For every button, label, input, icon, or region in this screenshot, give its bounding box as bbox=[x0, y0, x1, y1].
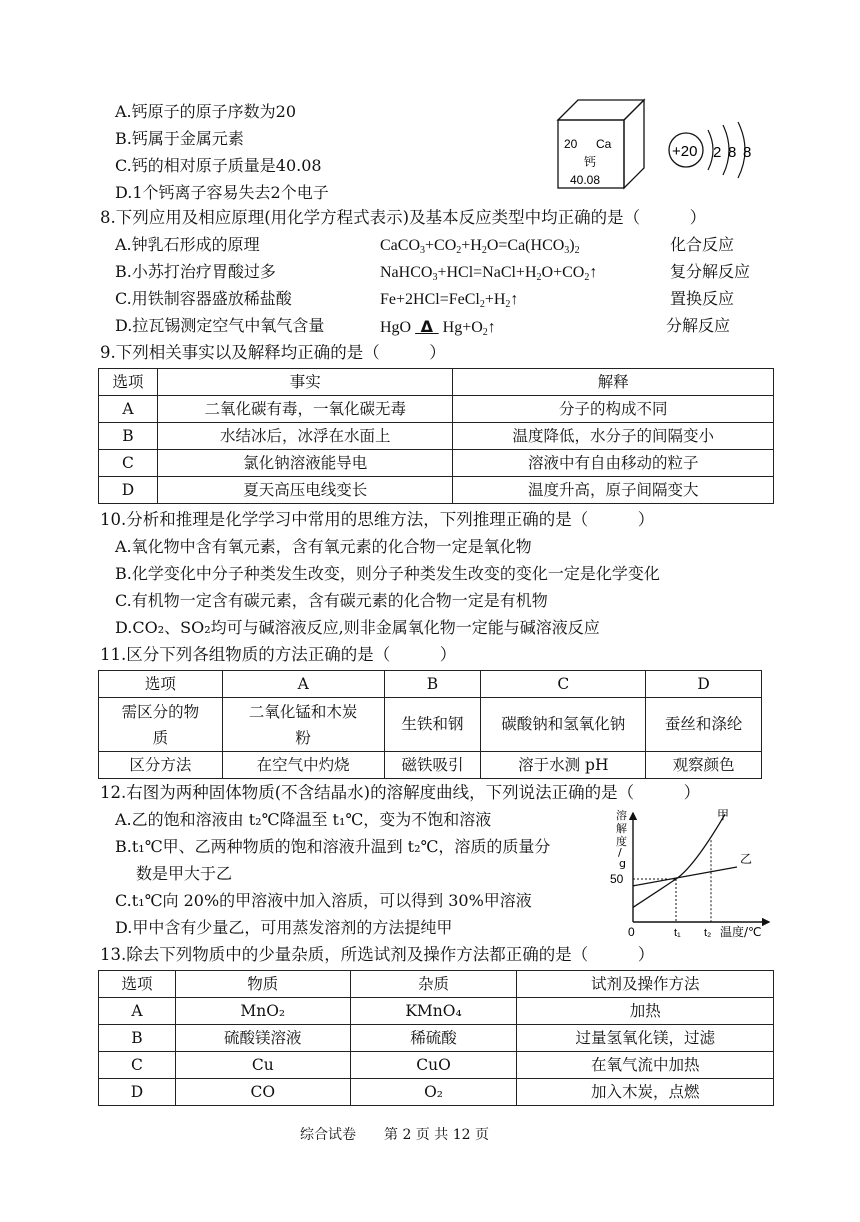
shell-3-count: 8 bbox=[743, 144, 752, 161]
table-cell: CO bbox=[175, 1079, 350, 1106]
table-header: 选项 bbox=[99, 971, 176, 998]
table-cell: C bbox=[99, 450, 158, 477]
element-card bbox=[556, 98, 646, 190]
table-cell: 在氧气流中加热 bbox=[517, 1052, 774, 1079]
q8-d-equation: HgO Δ $Hg+O_2↑$ bbox=[380, 317, 496, 338]
q8-b-label: B.小苏打治疗胃酸过多 bbox=[115, 262, 276, 281]
q7-option-b: B.钙属于金属元素 bbox=[115, 129, 244, 148]
table-cell: 温度升高，原子间隔变大 bbox=[453, 477, 774, 504]
table-cell: C bbox=[99, 1052, 176, 1079]
q12-option-c: C.t₁℃向 20%的甲溶液中加入溶质，可以得到 30%甲溶液 bbox=[115, 891, 532, 910]
element-symbol: Ca bbox=[596, 137, 612, 151]
table-cell: D bbox=[99, 1079, 176, 1106]
table-cell: 生铁和钢 bbox=[384, 698, 481, 752]
table-row bbox=[99, 1025, 774, 1052]
q8-a-label: A.钟乳石形成的原理 bbox=[115, 235, 260, 254]
table-header: 试剂及操作方法 bbox=[517, 971, 774, 998]
q11-stem: 11.区分下列各组物质的方法正确的是（ ） bbox=[100, 645, 457, 664]
table-row bbox=[99, 1052, 774, 1079]
q11-table bbox=[98, 670, 762, 779]
table-cell: KMnO₄ bbox=[350, 998, 517, 1025]
q10-option-c: C.有机物一定含有碳元素，含有碳元素的化合物一定是有机物 bbox=[115, 591, 548, 610]
series-label-yi: 乙 bbox=[740, 852, 753, 866]
q10-option-d: D.CO₂、SO₂均可与碱溶液反应,则非金属氧化物一定能与碱溶液反应 bbox=[115, 618, 600, 637]
q8-d-type: 分解反应 bbox=[666, 316, 731, 335]
table-row bbox=[99, 998, 774, 1025]
element-name: 钙 bbox=[584, 155, 597, 169]
q12-option-a: A.乙的饱和溶液由 t₂℃降温至 t₁℃，变为不饱和溶液 bbox=[115, 810, 492, 829]
q9-table bbox=[98, 368, 774, 504]
table-row bbox=[99, 450, 774, 477]
table-cell: B bbox=[99, 423, 158, 450]
table-cell: 溶于水测 pH bbox=[481, 752, 646, 779]
table-cell: 加入木炭，点燃 bbox=[517, 1079, 774, 1106]
table-header-row bbox=[99, 971, 774, 998]
table-cell: 在空气中灼烧 bbox=[222, 752, 384, 779]
table-cell: 稀硫酸 bbox=[350, 1025, 517, 1052]
q13-table bbox=[98, 970, 774, 1106]
q12-option-d: D.甲中含有少量乙，可用蒸发溶剂的方法提纯甲 bbox=[115, 918, 453, 937]
table-cell: 需区分的物 质 bbox=[99, 698, 223, 752]
table-cell: 温度降低，水分子的间隔变小 bbox=[453, 423, 774, 450]
table-cell: 碳酸钠和氢氧化钠 bbox=[481, 698, 646, 752]
table-cell: 观察颜色 bbox=[646, 752, 762, 779]
q12-option-b: B.t₁℃甲、乙两种物质的饱和溶液升温到 t₂℃，溶质的质量分 bbox=[115, 837, 551, 856]
page-footer: 综合试卷 第 2 页 共 12 页 bbox=[300, 1127, 489, 1143]
q7-option-a: A.钙原子的原子序数为20 bbox=[115, 102, 297, 121]
element-mass: 40.08 bbox=[570, 173, 601, 187]
table-header: C bbox=[481, 671, 646, 698]
table-header: A bbox=[222, 671, 384, 698]
shell-1-count: 2 bbox=[713, 144, 722, 161]
table-cell: 溶液中有自由移动的粒子 bbox=[453, 450, 774, 477]
q10-stem: 10.分析和推理是化学学习中常用的思维方法，下列推理正确的是（ ） bbox=[100, 510, 655, 529]
q13-stem: 13.除去下列物质中的少量杂质，所选试剂及操作方法都正确的是（ ） bbox=[100, 945, 655, 964]
q8-c-type: 置换反应 bbox=[670, 289, 735, 308]
table-cell: 二氧化锰和木炭 粉 bbox=[222, 698, 384, 752]
y-axis-label-2: 解 bbox=[616, 822, 627, 835]
table-cell: O₂ bbox=[350, 1079, 517, 1106]
q8-b-equation: $NaHCO_3+HCl=NaCl+H_2O+CO_2↑$ bbox=[380, 264, 598, 283]
q12-stem: 12.右图为两种固体物质(不含结晶水)的溶解度曲线，下列说法正确的是（ ） bbox=[100, 783, 701, 802]
table-cell: CuO bbox=[350, 1052, 517, 1079]
table-cell: 磁铁吸引 bbox=[384, 752, 481, 779]
q8-c-label: C.用铁制容器盛放稀盐酸 bbox=[115, 289, 292, 308]
table-header: 选项 bbox=[99, 671, 223, 698]
table-row bbox=[99, 698, 762, 752]
y-axis-label-3: 度 bbox=[616, 835, 627, 848]
q8-a-equation: $CaCO_3+CO_2+H_2O=Ca(HCO_3)_2$ bbox=[380, 237, 580, 256]
nucleus-charge: +20 bbox=[672, 143, 698, 160]
element-number: 20 bbox=[564, 137, 578, 151]
shell-2-count: 8 bbox=[728, 144, 737, 161]
q12-option-b-cont: 数是甲大于乙 bbox=[136, 864, 233, 883]
table-header: B bbox=[384, 671, 481, 698]
q8-d-label: D.拉瓦锡测定空气中氧气含量 bbox=[115, 316, 325, 335]
table-cell: 水结冰后，冰浮在水面上 bbox=[157, 423, 453, 450]
table-cell: 蚕丝和涤纶 bbox=[646, 698, 762, 752]
table-cell: 加热 bbox=[517, 998, 774, 1025]
x-tick-t2: t₂ bbox=[704, 927, 712, 939]
y-axis-label-4: / bbox=[618, 846, 622, 859]
series-yi-curve bbox=[633, 867, 737, 886]
table-cell: 二氧化碳有毒，一氧化碳无毒 bbox=[157, 396, 453, 423]
table-cell: A bbox=[99, 998, 176, 1025]
table-cell: B bbox=[99, 1025, 176, 1052]
table-row bbox=[99, 752, 762, 779]
q8-b-type: 复分解反应 bbox=[670, 262, 751, 281]
q7-option-c: C.钙的相对原子质量是40.08 bbox=[115, 156, 322, 175]
series-label-jia: 甲 bbox=[717, 808, 730, 822]
table-header: 事实 bbox=[157, 369, 453, 396]
x-tick-t1: t₁ bbox=[674, 927, 681, 939]
table-header: 杂质 bbox=[350, 971, 517, 998]
x-axis-label: 温度/℃ bbox=[720, 925, 762, 939]
table-row bbox=[99, 423, 774, 450]
table-cell: D bbox=[99, 477, 158, 504]
table-cell: 区分方法 bbox=[99, 752, 223, 779]
q7-option-d: D.1个钙离子容易失去2个电子 bbox=[115, 183, 329, 202]
table-cell: Cu bbox=[175, 1052, 350, 1079]
q8-c-equation: $Fe+2HCl=FeCl_2+H_2↑$ bbox=[380, 291, 519, 310]
q10-option-b: B.化学变化中分子种类发生改变，则分子种类发生改变的变化一定是化学变化 bbox=[115, 564, 660, 583]
solubility-chart bbox=[606, 805, 776, 940]
table-row bbox=[99, 477, 774, 504]
table-cell: 氯化钠溶液能导电 bbox=[157, 450, 453, 477]
table-cell: 硫酸镁溶液 bbox=[175, 1025, 350, 1052]
y-axis-label-5: g bbox=[619, 857, 626, 870]
table-cell: 过量氢氧化镁，过滤 bbox=[517, 1025, 774, 1052]
atom-structure-diagram bbox=[666, 120, 758, 180]
table-row bbox=[99, 396, 774, 423]
q8-a-type: 化合反应 bbox=[670, 235, 735, 254]
y-axis-label-1: 溶 bbox=[616, 809, 627, 822]
table-header-row bbox=[99, 369, 774, 396]
table-cell: MnO₂ bbox=[175, 998, 350, 1025]
table-row bbox=[99, 1079, 774, 1106]
table-header: D bbox=[646, 671, 762, 698]
table-header-row bbox=[99, 671, 762, 698]
table-cell: A bbox=[99, 396, 158, 423]
x-tick-origin: 0 bbox=[628, 925, 635, 939]
table-cell: 夏天高压电线变长 bbox=[157, 477, 453, 504]
table-header: 选项 bbox=[99, 369, 158, 396]
table-header: 解释 bbox=[453, 369, 774, 396]
y-tick-50: 50 bbox=[610, 872, 624, 886]
q8-stem: 8.下列应用及相应原理(用化学方程式表示)及基本反应类型中均正确的是（ ） bbox=[100, 208, 707, 227]
q10-option-a: A.氧化物中含有氧元素，含有氧元素的化合物一定是氧化物 bbox=[115, 537, 532, 556]
q9-stem: 9.下列相关事实以及解释均正确的是（ ） bbox=[100, 343, 446, 362]
table-header: 物质 bbox=[175, 971, 350, 998]
table-cell: 分子的构成不同 bbox=[453, 396, 774, 423]
